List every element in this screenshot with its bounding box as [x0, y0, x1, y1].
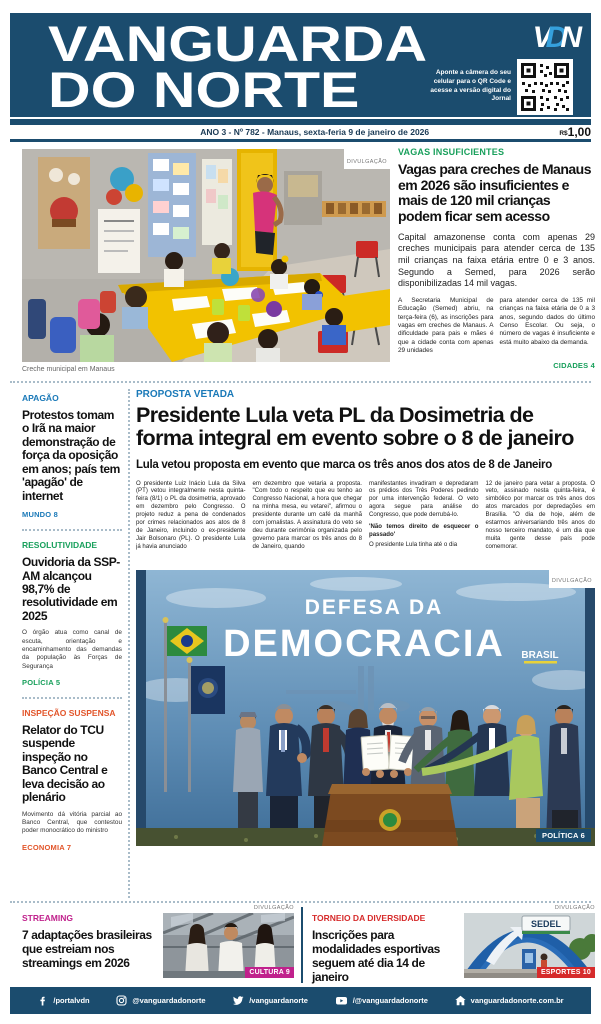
- main-body-col2: em dezembro que vetaria a proposta. "Com todo o respeito que eu tenho ao Congresso Nacional, a hora que chegar na minha mesa, eu vetarei", afirmou o presidente durante um café da manhã com jornalistas. A assinatura do veto se deu durante cerimônia organizada pelo governo para marcar os três anos do 8 de Janeiro, quando: [252, 479, 362, 550]
- footer-instagram: [116, 995, 205, 1006]
- banner-brand: BRASIL: [521, 649, 559, 661]
- sidebar-kicker: APAGÃO: [22, 393, 59, 403]
- top-story-article: [398, 147, 595, 378]
- photo-credit: [344, 149, 390, 169]
- edition-line: ANO 3 - Nº 782 - Manaus, sexta-feria 9 de janeiro de 2026: [200, 127, 430, 137]
- facebook-handle: /portalvdn: [53, 996, 90, 1005]
- title-line-2: DO NORTE: [48, 62, 360, 118]
- ceremony-photo-illustration: [136, 570, 595, 846]
- top-story-body-col2: para atender cerca de 135 mil crianças na faixa etária de 0 a 3 anos, segundo dados do último Censo Escolar. Ou seja, o número de vagas é insuficiente e está muito abaixo da demanda.: [499, 297, 595, 346]
- top-story-section: [22, 147, 595, 378]
- bottom-right-section-tag: ESPORTES 10: [537, 967, 595, 978]
- top-story-lead: Capital amazonense conta com apenas 29 creches municipais para atender cerca de 135 mil crianças na faixa etária entre 0 e 3 anos. Segundo a Semed, para 2026 serão disponibilizadas 14 mil vagas.: [398, 231, 595, 289]
- photo-credit: DIVULGAÇÃO: [554, 905, 595, 911]
- photo-credit-label: DIVULGAÇÃO: [551, 577, 592, 584]
- logo-letter-d: D: [545, 21, 561, 54]
- youtube-handle: /@vanguardadonorte: [352, 996, 428, 1005]
- banner-line1: DEFESA DA: [304, 595, 444, 619]
- website-url: vanguardadonorte.com.br: [470, 996, 564, 1005]
- divider: [10, 381, 591, 383]
- daycare-photo-illustration: [22, 149, 390, 362]
- sidebar-kicker: RESOLUTIVIDADE: [22, 540, 98, 551]
- price: [559, 123, 591, 141]
- main-story: [136, 389, 595, 846]
- price-currency: R$: [559, 130, 568, 137]
- top-story-kicker: VAGAS INSUFICIENTES: [398, 147, 505, 157]
- bottom-section: [0, 905, 601, 985]
- footer-website: [455, 995, 564, 1006]
- main-body-col3-text2: O presidente Lula tinha até o dia: [369, 541, 458, 549]
- logo-letter-v: V: [532, 21, 546, 54]
- banner-line2: DEMOCRACIA: [223, 622, 505, 665]
- sidebar-article-apagao: [22, 389, 122, 527]
- footer-social-bar: [10, 987, 591, 1014]
- masthead: [10, 13, 591, 119]
- bottom-left-headline: 7 adaptações brasileiras que estreiam nos streamings em 2026: [22, 928, 152, 970]
- top-story-body: [398, 297, 595, 355]
- facebook-icon: [37, 995, 48, 1006]
- main-story-subhead: Lula vetou proposta em evento que marca os três anos dos atos de 8 de Janeiro: [136, 458, 552, 471]
- footer-youtube: [335, 995, 428, 1006]
- main-body-col4: 12 de janeiro para vetar a proposta. O veto, assinado nesta quinta-feira, é simbólico por marcar os três anos dos atos marcados por depredações em Brasília. "O dia de hoje, além de estarmos aniversariando três anos do nosso terceiro mandato, é um dia que muita gente desse país pode comemorar.: [485, 479, 595, 550]
- instagram-icon: [116, 995, 127, 1006]
- photo-caption: Creche municipal em Manaus: [22, 366, 115, 373]
- bottom-story-torneio: [312, 905, 595, 985]
- bottom-story-streaming: [22, 905, 294, 985]
- qr-code-pattern: [520, 62, 570, 112]
- qr-code: [517, 59, 573, 115]
- twitter-icon: [232, 995, 244, 1006]
- sidebar-headline: Relator do TCU suspende inspeção no Banco Central e leva decisão ao plenário: [22, 722, 108, 805]
- photo-credit: [549, 568, 595, 588]
- home-icon: [455, 995, 466, 1006]
- edition-bar: [10, 123, 591, 142]
- bottom-right-headline: Inscrições para modalidades esportivas seguem até dia 14 de janeiro: [312, 928, 440, 984]
- instagram-handle: @vanguardadonorte: [132, 996, 206, 1005]
- ceremony-photo: [136, 570, 595, 846]
- sedel-sign-text: SEDEL: [530, 919, 562, 929]
- bottom-left-kicker: STREAMING: [22, 913, 73, 923]
- sidebar-section-tag: POLÍCIA 5: [22, 677, 61, 687]
- main-body-quote-subtitle: 'Não temos direito de esquecer o passado': [369, 523, 479, 539]
- footer-facebook: [37, 995, 89, 1006]
- main-story-kicker: PROPOSTA VETADA: [136, 389, 235, 400]
- main-body-col1: O presidente Luiz Inácio Lula da Silva (PT) vetou integralmente nesta quinta-feira (8/1) o PL da dosimetria, aprovado em dezembro pelo Congresso. O projeto reduz a pena de condenados por crimes relacionados aos atos de 8 de Janeiro, incluindo o ex-presidente Jair Bolsonaro (PL). O presidente Lula já havia anunciado: [136, 479, 246, 550]
- sedel-photo: [464, 913, 595, 978]
- sidebar-kicker: INSPEÇÃO SUSPENSA: [22, 707, 116, 718]
- title-line-1: VANGUARDA: [48, 16, 428, 72]
- top-story-section-tag: CIDADES 4: [553, 361, 595, 371]
- top-story-body-col1: A Secretaria Municipal de Educação (Semed) abriu, na terça-feira (6), as inscrições para vagas em creches de Manaus. A dificuldade para pais e mães é que a cidade conta com apenas 29 unidades: [398, 297, 494, 355]
- bottom-right-kicker: TORNEIO DA DIVERSIDADE: [312, 913, 426, 923]
- newspaper-title: [48, 16, 428, 118]
- twitter-handle: /vanguardanorte: [249, 996, 308, 1005]
- sidebar: [22, 389, 122, 860]
- sidebar-headline: Protestos tomam o Irã na maior demonstração de força da oposição em anos; país tem 'apagão' de internet: [22, 408, 120, 503]
- streaming-photo: [163, 913, 294, 978]
- main-body-col3: [369, 480, 479, 564]
- main-story-section-tag: POLÍTICA 6: [536, 829, 591, 842]
- footer-twitter: [232, 995, 308, 1006]
- photo-credit-label: DIVULGAÇÃO: [346, 159, 387, 165]
- sidebar-headline: Ouvidoria da SSP-AM alcançou 98,7% de resolutividade em 2025: [22, 555, 120, 623]
- main-story-body: [136, 480, 595, 564]
- vertical-divider: [128, 389, 130, 898]
- qr-caption: Aponte a câmera do seu celular para o QR Code e acesse a versão digital do Jornal: [430, 69, 511, 103]
- bottom-vertical-divider: [301, 907, 303, 983]
- vdn-logo: [533, 21, 575, 55]
- sidebar-section-tag: MUNDO 8: [22, 510, 58, 520]
- middle-section: [22, 389, 595, 898]
- sidebar-section-tag: ECONOMIA 7: [22, 842, 72, 852]
- price-value: 1,00: [567, 125, 591, 139]
- youtube-icon: [335, 995, 348, 1006]
- sidebar-article-inspecao: [22, 697, 122, 860]
- photo-credit: DIVULGAÇÃO: [253, 905, 294, 911]
- divider: [10, 901, 591, 903]
- main-story-headline: Presidente Lula veta PL da Dosimetria de forma integral em evento sobre o 8 de janeiro: [136, 403, 574, 450]
- main-body-col3-text: manifestantes invadiram e depredaram os prédios dos Três Poderes pedindo por uma intervenção federal. O veto agora segue para análise do Congresso, que pode derrubá-lo.: [369, 479, 479, 519]
- logo-letter-n: N: [560, 21, 575, 54]
- daycare-photo: [22, 149, 390, 362]
- bottom-left-section-tag: CULTURA 9: [245, 967, 294, 978]
- top-story-headline: Vagas para creches de Manaus em 2026 são insuficientes e mais de 120 mil crianças podem ficar sem acesso: [398, 161, 591, 225]
- sidebar-article-resolutividade: [22, 529, 122, 695]
- sidebar-body: Movimento dá vitória parcial ao Banco Central, que contestou poder monocrático do ministro: [22, 810, 122, 835]
- sidebar-body: O órgão atua como canal de escuta, orientação e encaminhamento das demandas da população às Forças de Segurança: [22, 629, 122, 670]
